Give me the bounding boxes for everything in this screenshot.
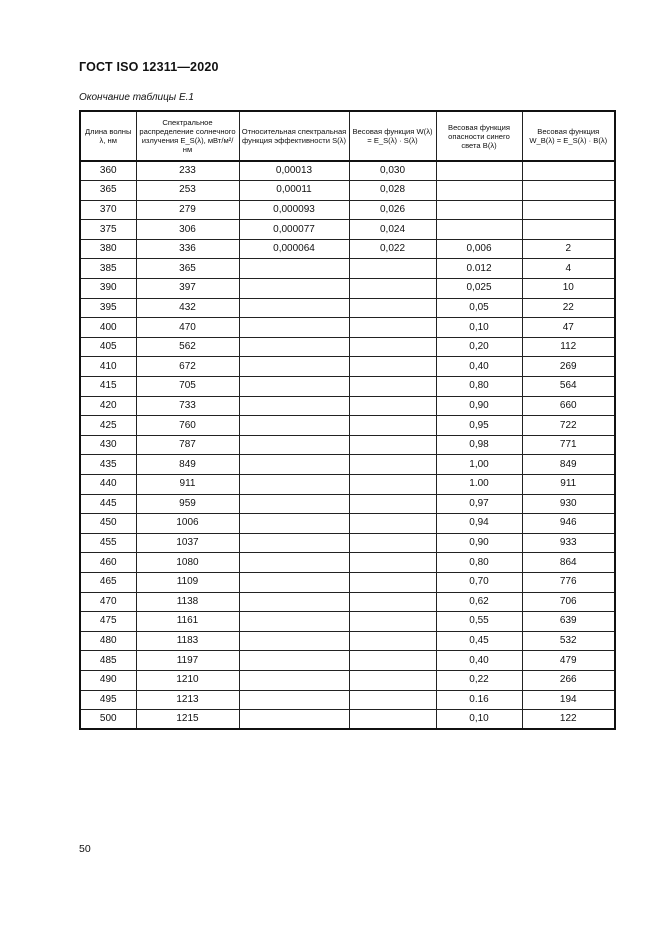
- weighting-w-cell: [349, 592, 436, 612]
- blue-hazard-cell: 0,006: [436, 239, 522, 259]
- weighting-wb-cell: [522, 220, 615, 240]
- efficiency-cell: 0,00011: [239, 181, 349, 201]
- weighting-wb-cell: 722: [522, 416, 615, 436]
- table-row: [80, 533, 615, 553]
- weighting-wb-cell: 479: [522, 651, 615, 671]
- efficiency-cell: [239, 455, 349, 475]
- table-row: [80, 651, 615, 671]
- efficiency-cell: 0,000064: [239, 239, 349, 259]
- weighting-wb-cell: 771: [522, 435, 615, 455]
- blue-hazard-cell: 0,40: [436, 357, 522, 377]
- weighting-wb-cell: 112: [522, 337, 615, 357]
- table-row: [80, 572, 615, 592]
- efficiency-cell: [239, 514, 349, 534]
- wavelength-cell: 460: [80, 553, 136, 573]
- weighting-w-cell: [349, 435, 436, 455]
- blue-hazard-cell: 1,00: [436, 455, 522, 475]
- weighting-w-cell: [349, 416, 436, 436]
- weighting-wb-cell: 269: [522, 357, 615, 377]
- wavelength-cell: 445: [80, 494, 136, 514]
- weighting-wb-cell: 706: [522, 592, 615, 612]
- wavelength-cell: 500: [80, 710, 136, 730]
- table-row: [80, 357, 615, 377]
- weighting-wb-cell: 849: [522, 455, 615, 475]
- irradiance-cell: 1109: [136, 572, 239, 592]
- efficiency-cell: [239, 377, 349, 397]
- weighting-wb-cell: 47: [522, 318, 615, 338]
- blue-hazard-cell: 0,45: [436, 631, 522, 651]
- weighting-wb-cell: 10: [522, 279, 615, 299]
- wavelength-cell: 395: [80, 298, 136, 318]
- wavelength-cell: 440: [80, 475, 136, 495]
- efficiency-cell: [239, 553, 349, 573]
- weighting-wb-cell: 4: [522, 259, 615, 279]
- weighting-wb-cell: 266: [522, 670, 615, 690]
- weighting-wb-cell: 911: [522, 475, 615, 495]
- efficiency-cell: [239, 710, 349, 730]
- wavelength-cell: 410: [80, 357, 136, 377]
- weighting-w-cell: [349, 533, 436, 553]
- weighting-w-cell: [349, 670, 436, 690]
- weighting-w-cell: 0,022: [349, 239, 436, 259]
- weighting-w-cell: [349, 396, 436, 416]
- table-row: [80, 239, 615, 259]
- weighting-w-cell: [349, 475, 436, 495]
- weighting-wb-cell: 564: [522, 377, 615, 397]
- weighting-wb-cell: [522, 181, 615, 201]
- irradiance-cell: 1197: [136, 651, 239, 671]
- weighting-w-cell: 0,026: [349, 200, 436, 220]
- efficiency-cell: [239, 298, 349, 318]
- irradiance-cell: 233: [136, 161, 239, 181]
- irradiance-cell: 1183: [136, 631, 239, 651]
- wavelength-cell: 380: [80, 239, 136, 259]
- weighting-w-cell: [349, 279, 436, 299]
- efficiency-cell: [239, 357, 349, 377]
- weighting-wb-cell: 22: [522, 298, 615, 318]
- efficiency-cell: 0,00013: [239, 161, 349, 181]
- efficiency-cell: 0,000077: [239, 220, 349, 240]
- blue-hazard-cell: 0,025: [436, 279, 522, 299]
- efficiency-cell: [239, 690, 349, 710]
- irradiance-cell: 1215: [136, 710, 239, 730]
- weighting-w-cell: [349, 690, 436, 710]
- efficiency-cell: [239, 572, 349, 592]
- efficiency-cell: [239, 533, 349, 553]
- table-row: [80, 200, 615, 220]
- weighting-w-cell: 0,028: [349, 181, 436, 201]
- blue-hazard-cell: 0,10: [436, 318, 522, 338]
- blue-hazard-cell: 0,90: [436, 533, 522, 553]
- wavelength-cell: 485: [80, 651, 136, 671]
- header-weighting-w: Весовая функция W(λ) = E_S(λ) · S(λ): [349, 111, 436, 161]
- efficiency-cell: [239, 318, 349, 338]
- weighting-w-cell: [349, 494, 436, 514]
- weighting-wb-cell: 864: [522, 553, 615, 573]
- irradiance-cell: 306: [136, 220, 239, 240]
- efficiency-cell: [239, 475, 349, 495]
- irradiance-cell: 470: [136, 318, 239, 338]
- table-row: [80, 279, 615, 299]
- table-row: [80, 181, 615, 201]
- irradiance-cell: 336: [136, 239, 239, 259]
- table-row: [80, 670, 615, 690]
- weighting-wb-cell: 122: [522, 710, 615, 730]
- table-caption: Окончание таблицы Е.1: [79, 92, 194, 103]
- weighting-wb-cell: 930: [522, 494, 615, 514]
- wavelength-cell: 370: [80, 200, 136, 220]
- table-row: [80, 161, 615, 181]
- wavelength-cell: 465: [80, 572, 136, 592]
- table-row: [80, 710, 615, 730]
- efficiency-cell: [239, 592, 349, 612]
- irradiance-cell: 1138: [136, 592, 239, 612]
- irradiance-cell: 959: [136, 494, 239, 514]
- irradiance-cell: 1080: [136, 553, 239, 573]
- irradiance-cell: 849: [136, 455, 239, 475]
- table-header-row: [80, 111, 615, 161]
- irradiance-cell: 365: [136, 259, 239, 279]
- irradiance-cell: 1037: [136, 533, 239, 553]
- efficiency-cell: [239, 337, 349, 357]
- blue-hazard-cell: 0,22: [436, 670, 522, 690]
- weighting-w-cell: [349, 710, 436, 730]
- wavelength-cell: 375: [80, 220, 136, 240]
- efficiency-cell: [239, 670, 349, 690]
- wavelength-cell: 475: [80, 612, 136, 632]
- irradiance-cell: 279: [136, 200, 239, 220]
- blue-hazard-cell: 0,95: [436, 416, 522, 436]
- table-row: [80, 337, 615, 357]
- wavelength-cell: 420: [80, 396, 136, 416]
- blue-hazard-cell: 0,62: [436, 592, 522, 612]
- blue-hazard-cell: 0,10: [436, 710, 522, 730]
- wavelength-cell: 385: [80, 259, 136, 279]
- table-row: [80, 494, 615, 514]
- wavelength-cell: 480: [80, 631, 136, 651]
- wavelength-cell: 450: [80, 514, 136, 534]
- wavelength-cell: 360: [80, 161, 136, 181]
- blue-hazard-cell: 0,94: [436, 514, 522, 534]
- header-relative-efficiency: Относительная спектральная функция эффективности S(λ): [239, 111, 349, 161]
- weighting-w-cell: [349, 337, 436, 357]
- blue-hazard-cell: 0,90: [436, 396, 522, 416]
- wavelength-cell: 495: [80, 690, 136, 710]
- irradiance-cell: 760: [136, 416, 239, 436]
- irradiance-cell: 432: [136, 298, 239, 318]
- wavelength-cell: 400: [80, 318, 136, 338]
- weighting-w-cell: [349, 572, 436, 592]
- table-row: [80, 612, 615, 632]
- irradiance-cell: 1213: [136, 690, 239, 710]
- weighting-w-cell: [349, 651, 436, 671]
- table-row: [80, 435, 615, 455]
- table-body: [80, 161, 615, 729]
- blue-hazard-cell: 0.012: [436, 259, 522, 279]
- blue-hazard-cell: 0,80: [436, 553, 522, 573]
- weighting-w-cell: [349, 612, 436, 632]
- table-row: [80, 396, 615, 416]
- weighting-w-cell: [349, 377, 436, 397]
- table-row: [80, 631, 615, 651]
- wavelength-cell: 365: [80, 181, 136, 201]
- blue-hazard-cell: [436, 181, 522, 201]
- header-wavelength: Длина волны λ, нм: [80, 111, 136, 161]
- table-row: [80, 690, 615, 710]
- table-row: [80, 259, 615, 279]
- weighting-wb-cell: 660: [522, 396, 615, 416]
- blue-hazard-cell: 0,05: [436, 298, 522, 318]
- blue-hazard-cell: 0,80: [436, 377, 522, 397]
- efficiency-cell: [239, 631, 349, 651]
- blue-hazard-cell: 0,40: [436, 651, 522, 671]
- efficiency-cell: [239, 259, 349, 279]
- irradiance-cell: 1161: [136, 612, 239, 632]
- table-row: [80, 592, 615, 612]
- header-blue-light-hazard: Весовая функция опасности синего света B(λ): [436, 111, 522, 161]
- weighting-wb-cell: 639: [522, 612, 615, 632]
- table-row: [80, 416, 615, 436]
- wavelength-cell: 425: [80, 416, 136, 436]
- table-row: [80, 514, 615, 534]
- spectral-data-table: [79, 110, 616, 730]
- wavelength-cell: 490: [80, 670, 136, 690]
- wavelength-cell: 455: [80, 533, 136, 553]
- wavelength-cell: 390: [80, 279, 136, 299]
- blue-hazard-cell: 0,98: [436, 435, 522, 455]
- header-solar-irradiance: Спектральное распределение солнечного излучения E_S(λ), мВт/м²/нм: [136, 111, 239, 161]
- wavelength-cell: 405: [80, 337, 136, 357]
- blue-hazard-cell: [436, 200, 522, 220]
- irradiance-cell: 733: [136, 396, 239, 416]
- weighting-w-cell: 0,024: [349, 220, 436, 240]
- wavelength-cell: 470: [80, 592, 136, 612]
- table-row: [80, 455, 615, 475]
- efficiency-cell: [239, 435, 349, 455]
- table-row: [80, 377, 615, 397]
- blue-hazard-cell: [436, 161, 522, 181]
- irradiance-cell: 672: [136, 357, 239, 377]
- irradiance-cell: 1006: [136, 514, 239, 534]
- table-row: [80, 475, 615, 495]
- blue-hazard-cell: 1.00: [436, 475, 522, 495]
- blue-hazard-cell: 0.16: [436, 690, 522, 710]
- weighting-wb-cell: 194: [522, 690, 615, 710]
- weighting-w-cell: 0,030: [349, 161, 436, 181]
- blue-hazard-cell: [436, 220, 522, 240]
- efficiency-cell: [239, 416, 349, 436]
- blue-hazard-cell: 0,55: [436, 612, 522, 632]
- weighting-wb-cell: 933: [522, 533, 615, 553]
- table-row: [80, 553, 615, 573]
- efficiency-cell: [239, 612, 349, 632]
- irradiance-cell: 253: [136, 181, 239, 201]
- table-row: [80, 220, 615, 240]
- blue-hazard-cell: 0,70: [436, 572, 522, 592]
- weighting-wb-cell: 2: [522, 239, 615, 259]
- irradiance-cell: 397: [136, 279, 239, 299]
- page-number: 50: [79, 843, 91, 855]
- table-row: [80, 318, 615, 338]
- irradiance-cell: 911: [136, 475, 239, 495]
- weighting-wb-cell: 776: [522, 572, 615, 592]
- efficiency-cell: [239, 494, 349, 514]
- weighting-w-cell: [349, 298, 436, 318]
- irradiance-cell: 705: [136, 377, 239, 397]
- efficiency-cell: [239, 396, 349, 416]
- header-weighting-wb: Весовая функция W_B(λ) = E_S(λ) · B(λ): [522, 111, 615, 161]
- table-row: [80, 298, 615, 318]
- blue-hazard-cell: 0,20: [436, 337, 522, 357]
- wavelength-cell: 435: [80, 455, 136, 475]
- weighting-w-cell: [349, 455, 436, 475]
- weighting-w-cell: [349, 357, 436, 377]
- efficiency-cell: 0,000093: [239, 200, 349, 220]
- irradiance-cell: 562: [136, 337, 239, 357]
- blue-hazard-cell: 0,97: [436, 494, 522, 514]
- weighting-wb-cell: [522, 161, 615, 181]
- irradiance-cell: 1210: [136, 670, 239, 690]
- weighting-wb-cell: 946: [522, 514, 615, 534]
- weighting-w-cell: [349, 631, 436, 651]
- efficiency-cell: [239, 651, 349, 671]
- weighting-w-cell: [349, 318, 436, 338]
- weighting-w-cell: [349, 259, 436, 279]
- wavelength-cell: 415: [80, 377, 136, 397]
- wavelength-cell: 430: [80, 435, 136, 455]
- weighting-wb-cell: [522, 200, 615, 220]
- efficiency-cell: [239, 279, 349, 299]
- irradiance-cell: 787: [136, 435, 239, 455]
- weighting-wb-cell: 532: [522, 631, 615, 651]
- weighting-w-cell: [349, 553, 436, 573]
- standard-title: ГОСТ ISO 12311—2020: [79, 60, 219, 74]
- weighting-w-cell: [349, 514, 436, 534]
